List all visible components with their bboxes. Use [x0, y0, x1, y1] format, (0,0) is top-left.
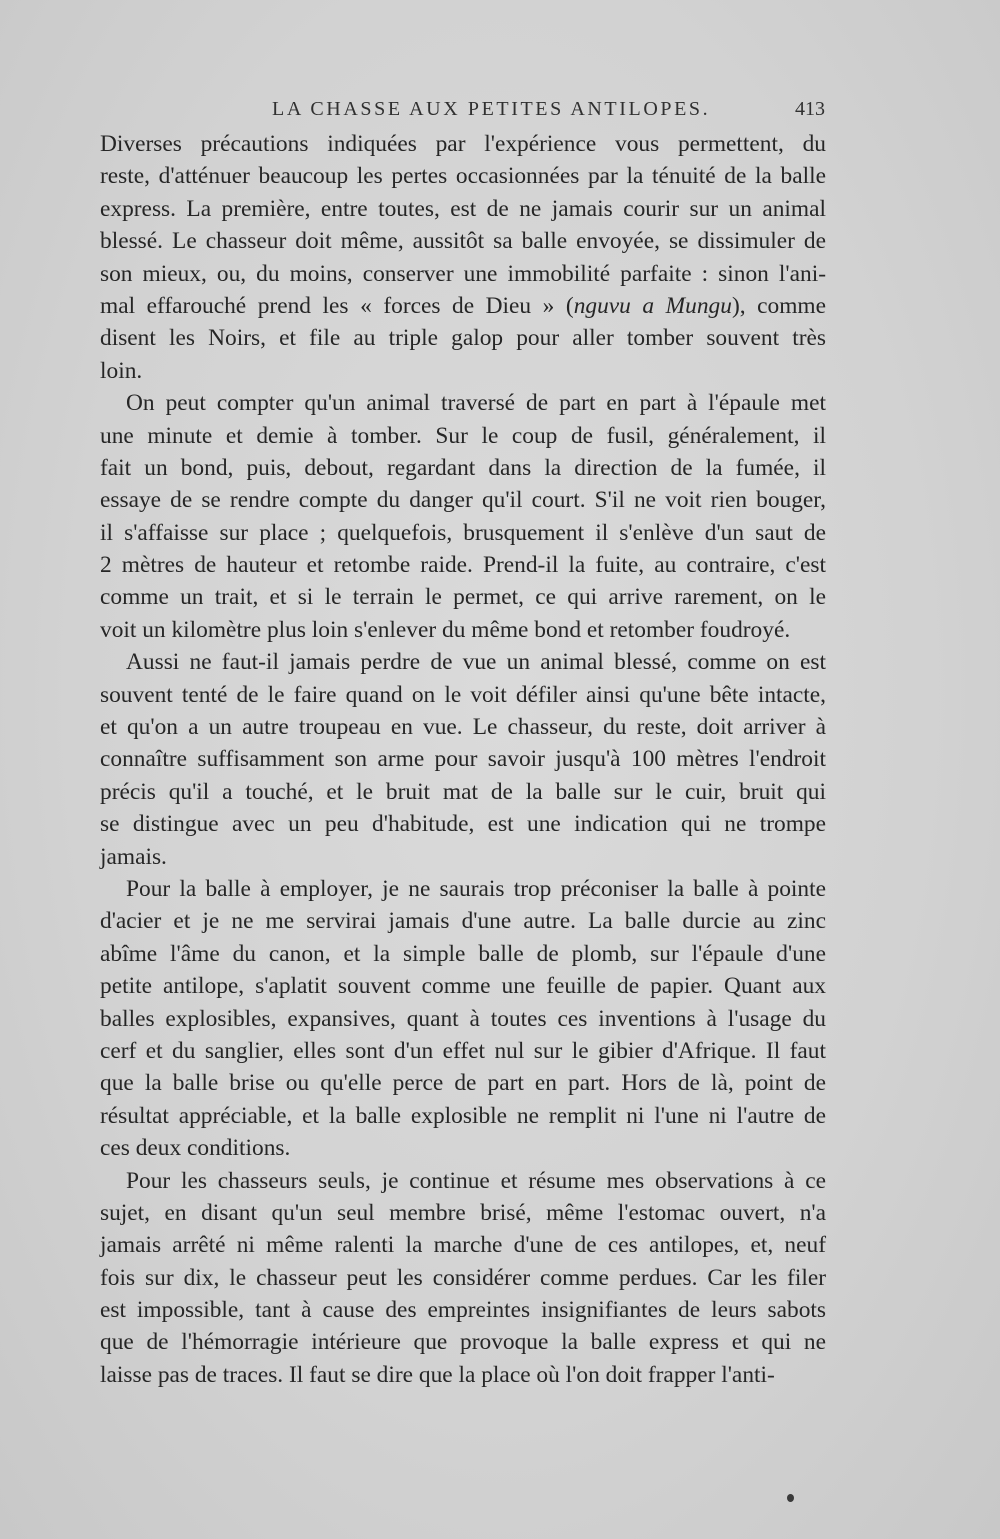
text-line: balles explosibles, expansives, quant à toutes ces inventions à l'usage du — [100, 1005, 826, 1032]
text-line: une minute et demie à tomber. Sur le coup de fusil, généralement, il — [100, 422, 826, 449]
text-line: fois sur dix, le chasseur peut les considérer comme perdues. Car les filer — [100, 1264, 826, 1291]
text-line: 2 mètres de hauteur et retombe raide. Prend-il la fuite, au contraire, c'est — [100, 552, 826, 579]
text-line: est impossible, tant à cause des empreintes insignifiantes de leurs sabots — [100, 1297, 826, 1324]
page-number: 413 — [795, 98, 825, 120]
text-line: laisse pas de traces. Il faut se dire que la place où l'on doit frapper l'anti- — [100, 1361, 775, 1388]
body-text — [100, 128, 826, 1391]
text-line: disent les Noirs, et file au triple galop pour aller tomber souvent très — [100, 325, 826, 352]
text-line: Pour les chasseurs seuls, je continue et résume mes observations à ce — [126, 1167, 826, 1194]
text-line: jamais arrêté ni même ralenti la marche d'une de ces antilopes, et, neuf — [100, 1232, 826, 1259]
text-line: mal effarouché prend les « forces de Dieu » (nguvu a Mungu), comme — [100, 292, 826, 319]
text-line: d'acier et je ne me servirai jamais d'une autre. La balle durcie au zinc — [100, 908, 826, 935]
text-line: reste, d'atténuer beaucoup les pertes occasionnées par la ténuité de la balle — [100, 163, 826, 190]
paragraph — [100, 128, 826, 387]
text-line: Diverses précautions indiquées par l'expérience vous permettent, du — [100, 131, 826, 157]
text-line: express. La première, entre toutes, est de ne jamais courir sur un animal — [100, 195, 826, 222]
text-line: voit un kilomètre plus loin s'enlever du même bond et retomber foudroyé. — [100, 616, 791, 643]
text-line: précis qu'il a touché, et le bruit mat de la balle sur le cuir, bruit qui — [100, 778, 826, 805]
text-line: essaye de se rendre compte du danger qu'il court. S'il ne voit rien bouger, — [100, 487, 826, 514]
text-line: il s'affaisse sur place ; quelquefois, brusquement il s'enlève d'un saut de — [100, 519, 826, 546]
text-line: cerf et du sanglier, elles sont d'un effet nul sur le gibier d'Afrique. Il faut — [100, 1037, 826, 1064]
text-line: son mieux, ou, du moins, conserver une immobilité parfaite : sinon l'ani- — [100, 260, 826, 287]
text-line: ces deux conditions. — [100, 1135, 291, 1162]
text-line: connaître suffisamment son arme pour savoir jusqu'à 100 mètres l'endroit — [100, 746, 826, 773]
text-line: Pour la balle à employer, je ne saurais trop préconiser la balle à pointe — [126, 875, 826, 902]
paragraph — [100, 873, 826, 1165]
text-line: fait un bond, puis, debout, regardant dans la direction de la fumée, il — [100, 454, 826, 481]
text-line: souvent tenté de le faire quand on le voit défiler ainsi qu'une bête intacte, — [100, 681, 826, 708]
text-line: loin. — [100, 357, 143, 384]
text-line: jamais. — [100, 843, 167, 870]
ink-speck — [787, 1494, 794, 1502]
text-line: et qu'on a un autre troupeau en vue. Le chasseur, du reste, doit arriver à — [100, 714, 826, 741]
running-head — [0, 98, 1000, 128]
text-line: Aussi ne faut-il jamais perdre de vue un animal blessé, comme on est — [126, 649, 826, 676]
italic-phrase: nguvu a Mungu — [573, 292, 732, 319]
text-line: petite antilope, s'aplatit souvent comme une feuille de papier. Quant aux — [100, 973, 826, 1000]
text-line: abîme l'âme du canon, et la simple balle de plomb, sur l'épaule d'une — [100, 940, 826, 967]
text-line: comme un trait, et si le terrain le permet, ce qui arrive rarement, on le — [100, 584, 826, 611]
text-line: résultat appréciable, et la balle explosible ne remplit ni l'une ni l'autre de — [100, 1102, 826, 1129]
text-line: que la balle brise ou qu'elle perce de part en part. Hors de là, point de — [100, 1070, 826, 1097]
text-line: blessé. Le chasseur doit même, aussitôt sa balle envoyée, se dissimuler de — [100, 228, 826, 255]
text-line: On peut compter qu'un animal traversé de part en part à l'épaule met — [126, 390, 826, 417]
text-line: sujet, en disant qu'un seul membre brisé, même l'estomac ouvert, n'a — [100, 1199, 826, 1226]
paragraph — [100, 387, 826, 646]
paragraph — [100, 1165, 826, 1392]
paragraph — [100, 646, 826, 873]
running-title: LA CHASSE AUX PETITES ANTILOPES. — [272, 98, 711, 120]
text-line: que de l'hémorragie intérieure que provoque la balle express et qui ne — [100, 1329, 826, 1356]
text-line: se distingue avec un peu d'habitude, est une indication qui ne trompe — [100, 811, 826, 838]
